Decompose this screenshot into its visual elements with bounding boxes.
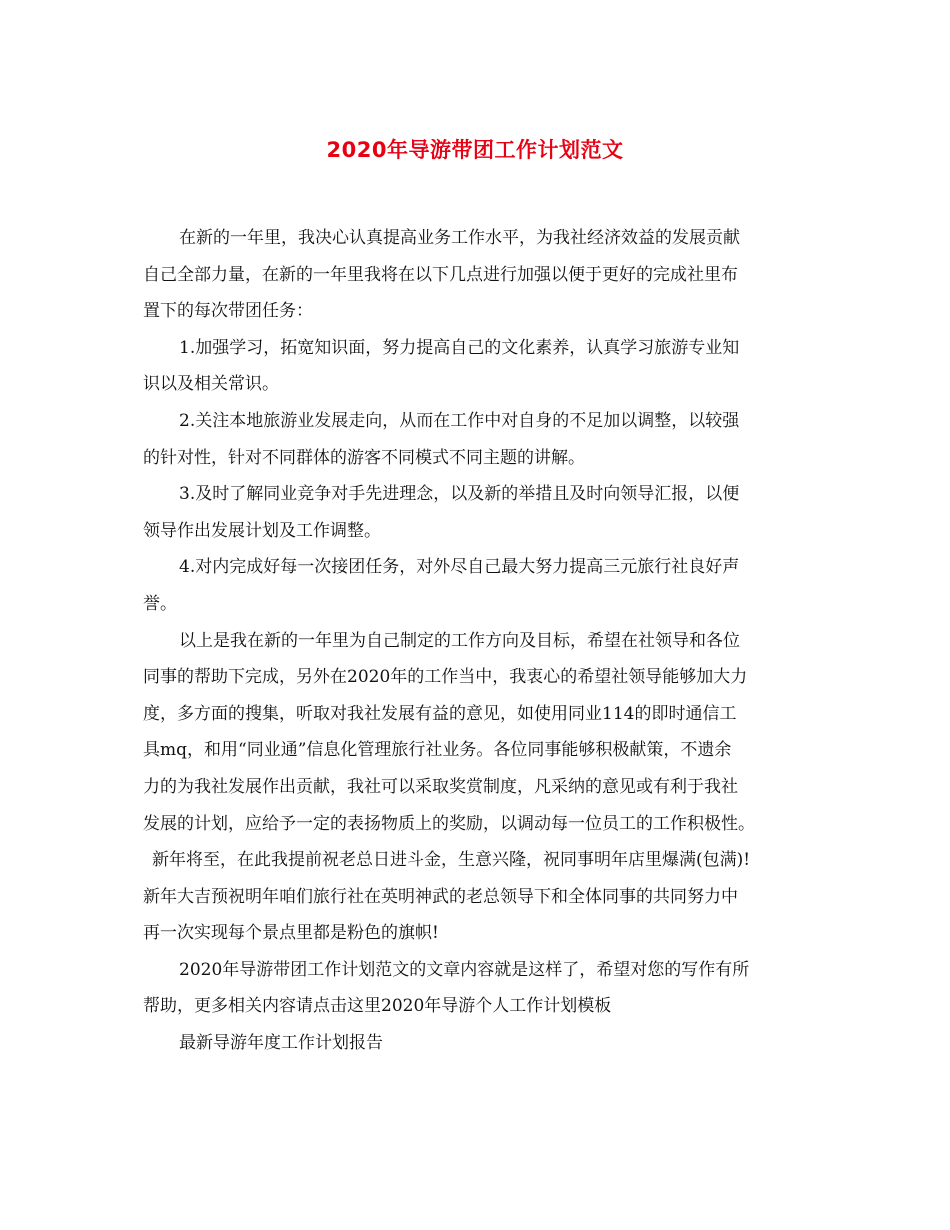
body-line: 新年将至，在此我提前祝老总日进斗金，生意兴隆，祝同事明年店里爆满(包满)! (152, 850, 751, 871)
body-line: 4.对内完成好每一次接团任务，对外尽自己最大努力提高三元旅行社良好声 (179, 557, 740, 578)
body-line: 2.关注本地旅游业发展走向，从而在工作中对自身的不足加以调整，以较强 (179, 410, 740, 431)
body-line: 3.及时了解同业竞争对手先进理念，以及新的举措且及时向领导汇报，以便 (179, 484, 740, 505)
body-line: 1.加强学习，拓宽知识面，努力提高自己的文化素养，认真学习旅游专业知 (179, 337, 740, 358)
body-line: 发展的计划，应给予一定的表扬物质上的奖励，以调动每一位员工的工作积极性。 (143, 813, 755, 834)
body-line: 具mq，和用“同业通”信息化管理旅行社业务。各位同事能够积极献策，不遗余 (143, 740, 732, 761)
body-line: 自己全部力量，在新的一年里我将在以下几点进行加强以便于更好的完成社里布 (143, 264, 738, 285)
body-line: 帮助，更多相关内容请点击这里2020年导游个人工作计划模板 (143, 996, 612, 1017)
body-line: 以上是我在新的一年里为自己制定的工作方向及目标，希望在社领导和各位 (179, 630, 740, 651)
body-line: 再一次实现每个景点里都是粉色的旗帜! (143, 923, 439, 944)
body-line: 的针对性，针对不同群体的游客不同模式不同主题的讲解。 (143, 447, 585, 468)
body-line: 领导作出发展计划及工作调整。 (143, 520, 381, 541)
body-line: 最新导游年度工作计划报告 (179, 1033, 383, 1054)
body-line: 识以及相关常识。 (143, 374, 279, 395)
document-title: 2020年导游带团工作计划范文 (326, 138, 624, 162)
body-line: 力的为我社发展作出贡献，我社可以采取奖赏制度，凡采纳的意见或有利于我社 (143, 776, 738, 797)
document-body (143, 220, 808, 1062)
body-line: 置下的每次带团任务： (143, 301, 313, 322)
body-line: 新年大吉预祝明年咱们旅行社在英明神武的老总领导下和全体同事的共同努力中 (143, 886, 738, 907)
body-line: 2020年导游带团工作计划范文的文章内容就是这样了，希望对您的写作有所 (179, 959, 750, 980)
body-line: 誉。 (143, 593, 177, 614)
body-line: 在新的一年里，我决心认真提高业务工作水平，为我社经济效益的发展贡献 (179, 228, 740, 248)
body-line: 同事的帮助下完成，另外在2020年的工作当中，我衷心的希望社领导能够加大力 (143, 667, 748, 688)
body-line: 度，多方面的搜集，听取对我社发展有益的意见，如使用同业114的即时通信工 (143, 703, 737, 724)
